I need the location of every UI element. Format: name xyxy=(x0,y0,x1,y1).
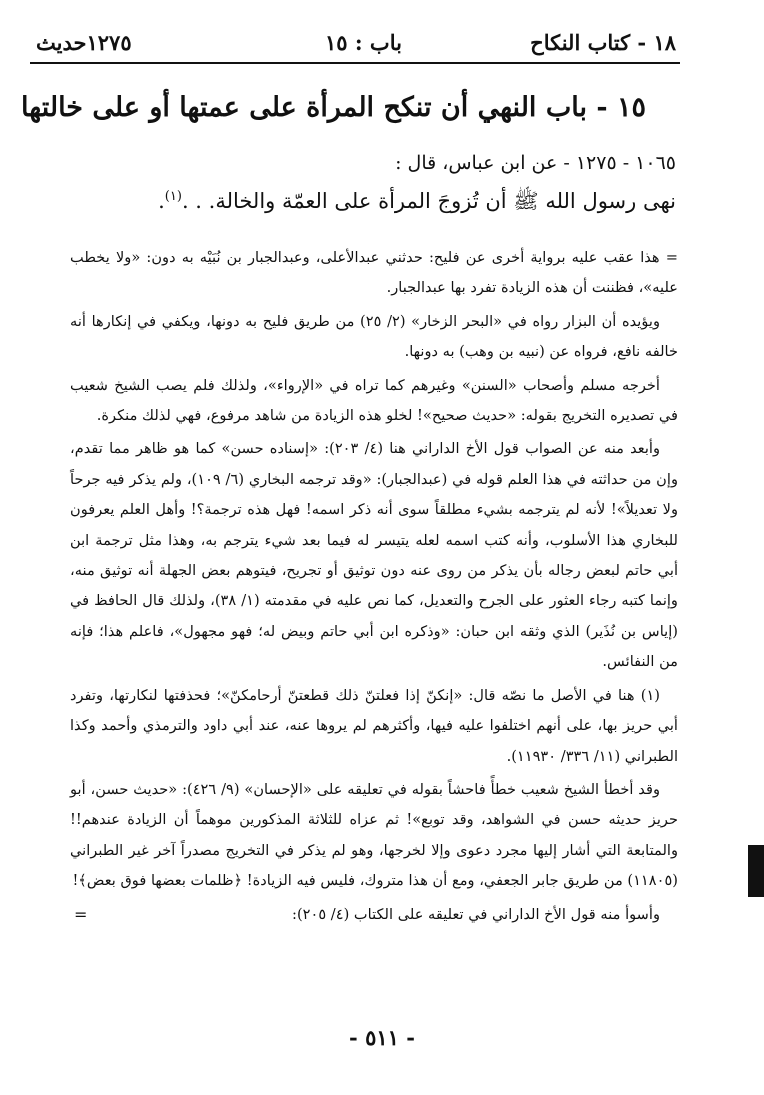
note-paragraph: ويؤيده أن البزار رواه في «البحر الزخار» (٢/ ٢٥) من طريق فليح به دونها، ويكفي في إنكارها أنه خالفه نافع، فرواه عن (نبيه بن وهب) به دونها. xyxy=(70,312,678,361)
note-paragraph: وأبعد منه عن الصواب قول الأخ الداراني هنا (٤/ ٢٠٣): «إسناده حسن» كما هو ظاهر مما تقدم، وإن من حداثته في هذا العلم قوله في (عبدالجبار): «وقد ترجمه البخاري (٦/ ١٠٩)، ولم يذكر فيه جرحاً ولا تعديلاً»! لأنه لم يترجمه بشيء مطلقاً سوى أنه ذكر اسمه! فهل هذه ترجمة؟! وأهل العلم يعرفون للبخاري هذا الأسلوب، وأنه كتب اسمه لعله يتيسر له فيما بعد شيء يترجم به، وهذا مثل ترجمة ابن أبي حاتم لبعض رجاله بأن يذكر من روى عنه دون توثيق أو تجريح، فيتوهم بعض الجهلة أنه توثيق منه، وإنما كتبه رجاء العثور على الجرح والتعديل، كما نص عليه في مقدمته (١/ ٣٨)، ولذلك قال الحافظ في (إياس بن نُذَير) الذي وثقه ابن حبان: «وذكره ابن أبي حاتم وبيض له؛ فهو مجهول»، فاعلم هذا؛ فإنه من النفائس. xyxy=(70,440,678,671)
chapter-title: ١٥ - باب النهي أن تنكح المرأة على عمتها أو على خالتها xyxy=(21,92,646,123)
header-hadith-label: حديث xyxy=(36,30,87,55)
page-edge-tab xyxy=(748,845,764,897)
note-paragraph-last xyxy=(70,900,678,930)
hadith-numbering: ١٠٦٥ - ١٢٧٥ - عن ابن عباس، قال : xyxy=(395,152,676,174)
footnote-ref: (١) xyxy=(164,189,182,204)
hadith-text: نهى رسول الله ﷺ أن تُزوجَ المرأة على العمّة والخالة. . . xyxy=(181,189,676,213)
hadith-text-line: نهى رسول الله ﷺ أن تُزوجَ المرأة على العمّة والخالة. . .$^{(١)}$. xyxy=(158,189,676,213)
continuation-mark: = xyxy=(74,904,88,924)
header-hadith-ref xyxy=(36,30,162,55)
note-paragraph: (١) هنا في الأصل ما نصّه قال: «إنكنّ إذا فعلتنّ ذلك قطعتنّ أرحامكنّ»؛ فحذفتها لنكارتها، وتفرد أبي حريز بها، على أنهم اختلفوا عليه فيها، وأكثرهم لم يروها عنه، عند أبي داود والترمذي وأحمد وكذا الطبراني (١١/ ٣٣٦/ ١١٩٣٠). xyxy=(70,686,678,765)
running-header xyxy=(30,28,680,64)
note-paragraph: وقد أخطأ الشيخ شعيب خطأً فاحشاً بقوله في تعليقه على «الإحسان» (٩/ ٤٢٦): «حديث حسن، أبو حريز حديثه حسن في الشواهد، وقد توبع»! ثم عزاه للثلاثة المذكورين موهماً أن الزيادة عندهم!! والمتابعة التي أشار إليها مجرد دعوى وإلا لخرجها، وهو لم يذكر في التخريج مصدراً آخر غير الطبراني (١١٨٠٥) من طريق جابر الجعفي، ومع أن هذا متروك، فليس فيه الزيادة! ﴿ظلمات بعضها فوق بعض﴾! xyxy=(70,780,678,890)
footnotes xyxy=(70,243,678,933)
header-book-title: ١٨ - كتاب النكاح xyxy=(530,30,676,55)
header-chapter-ref: باب : ١٥ xyxy=(325,30,402,55)
page-number: - ٥١١ - xyxy=(349,1025,415,1050)
header-hadith-number: ١٢٧٥ xyxy=(86,30,132,55)
note-last-text: وأسوأ منه قول الأخ الداراني في تعليقه على الكتاب (٤/ ٢٠٥): xyxy=(292,905,660,923)
note-paragraph: أخرجه مسلم وأصحاب «السنن» وغيرهم كما تراه في «الإرواء»، ولذلك فلم يصب الشيخ شعيب في تصديره التخريج بقوله: «حديث صحيح»! لخلو هذه الزيادة من شاهد مرفوع، فهي لذلك منكرة. xyxy=(70,376,678,425)
note-paragraph: = هذا عقب عليه برواية أخرى عن فليح: حدثني عبدالأعلى، وعبدالجبار بن نُبَيْه به دون: «ولا يخطب عليه»، فظننت أن هذه الزيادة تفرد بها عبدالجبار. xyxy=(70,249,678,297)
